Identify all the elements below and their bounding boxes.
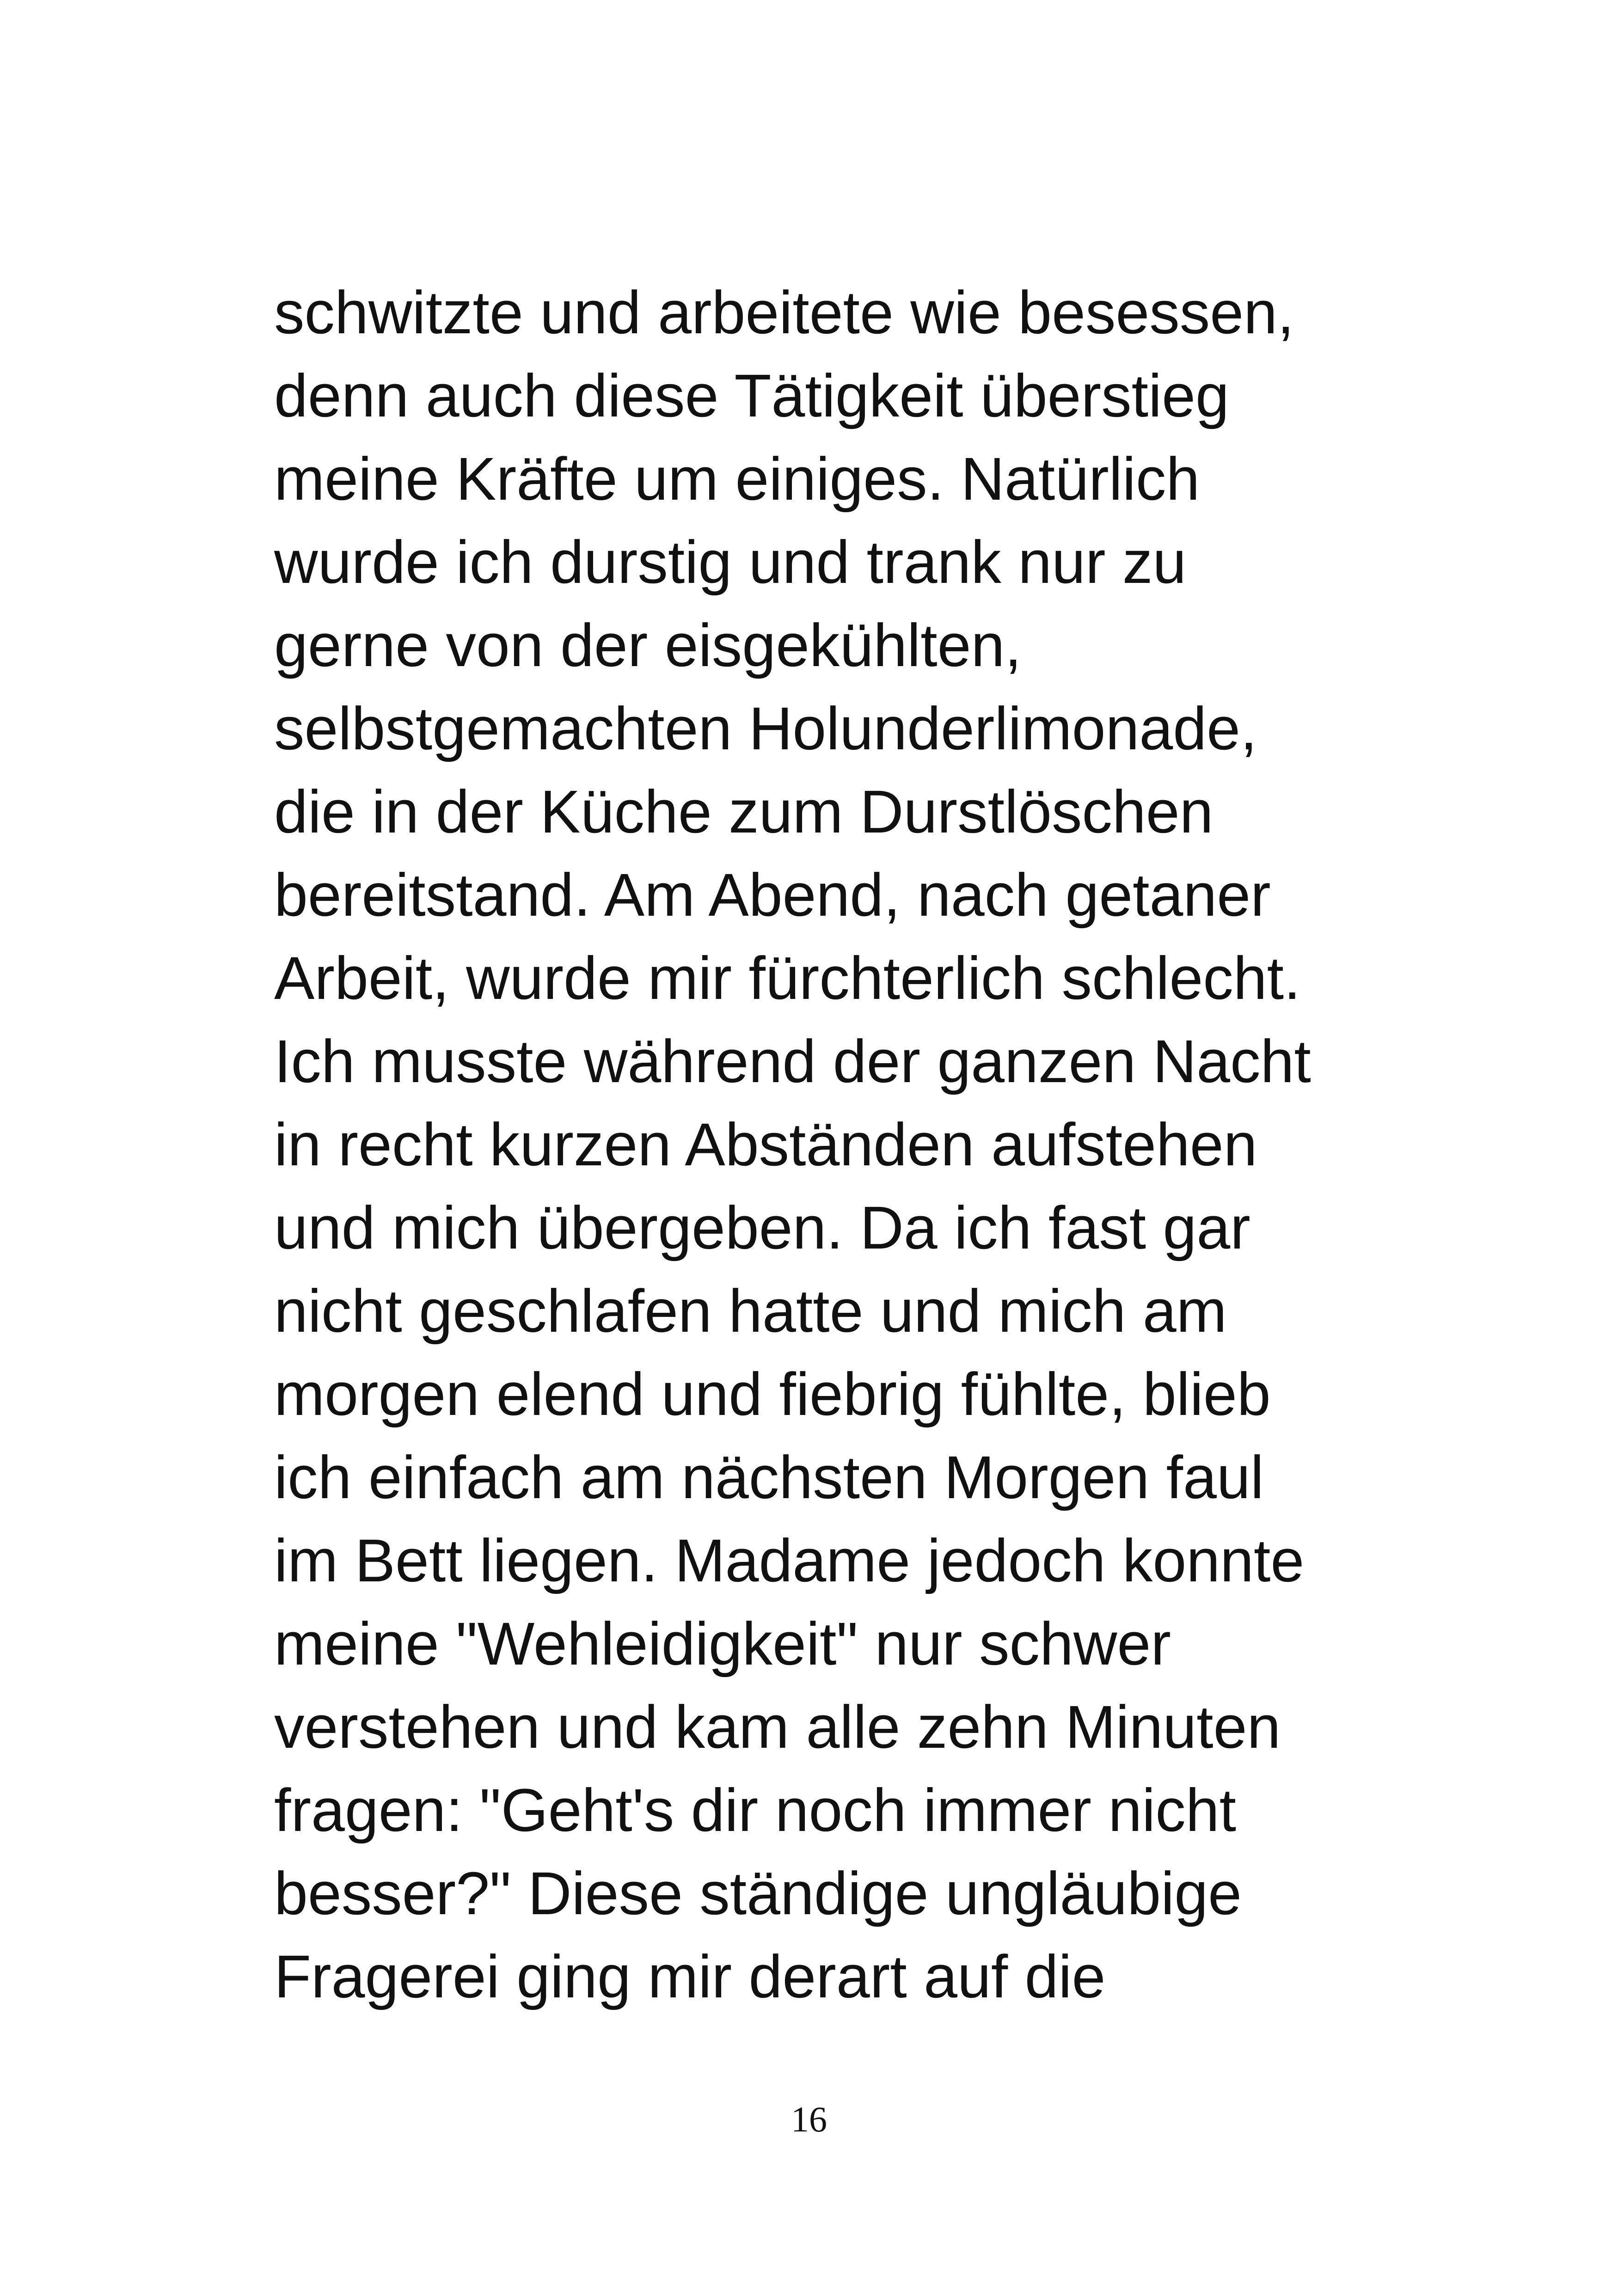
text-line: bereitstand. Am Abend, nach getaner [274,861,1271,929]
text-line: Ich musste während der ganzen Nacht [274,1027,1311,1095]
text-line: nicht geschlafen hatte und mich am [274,1277,1227,1345]
text-line: die in der Küche zum Durstlöschen [274,778,1214,845]
text-line: besser?" Diese ständige ungläubige [274,1859,1242,1927]
text-line: fragen: "Geht's dir noch immer nicht [274,1776,1237,1844]
body-text [274,271,1476,2018]
text-line: wurde ich durstig und trank nur zu [274,528,1187,596]
text-line: morgen elend und fiebrig fühlte, blieb [274,1360,1271,1428]
page-number: 16 [791,2099,827,2139]
text-line: denn auch diese Tätigkeit überstieg [274,361,1229,429]
text-line: Arbeit, wurde mir fürchterlich schlecht. [274,944,1301,1012]
text-line: verstehen und kam alle zehn Minuten [274,1693,1281,1761]
text-line: selbstgemachten Holunderlimonade, [274,694,1257,762]
text-line: und mich übergeben. Da ich fast gar [274,1194,1250,1261]
text-line: schwitzte und arbeitete wie besessen, [274,278,1294,346]
text-line: Fragerei ging mir derart auf die [274,1942,1106,2010]
text-line: gerne von der eisgekühlten, [274,611,1022,679]
text-line: in recht kurzen Abständen aufstehen [274,1110,1257,1178]
text-line: meine "Wehleidigkeit" nur schwer [274,1610,1171,1678]
text-line: im Bett liegen. Madame jedoch konnte [274,1526,1305,1594]
text-line: meine Kräfte um einiges. Natürlich [274,445,1200,513]
text-line: ich einfach am nächsten Morgen faul [274,1443,1264,1511]
